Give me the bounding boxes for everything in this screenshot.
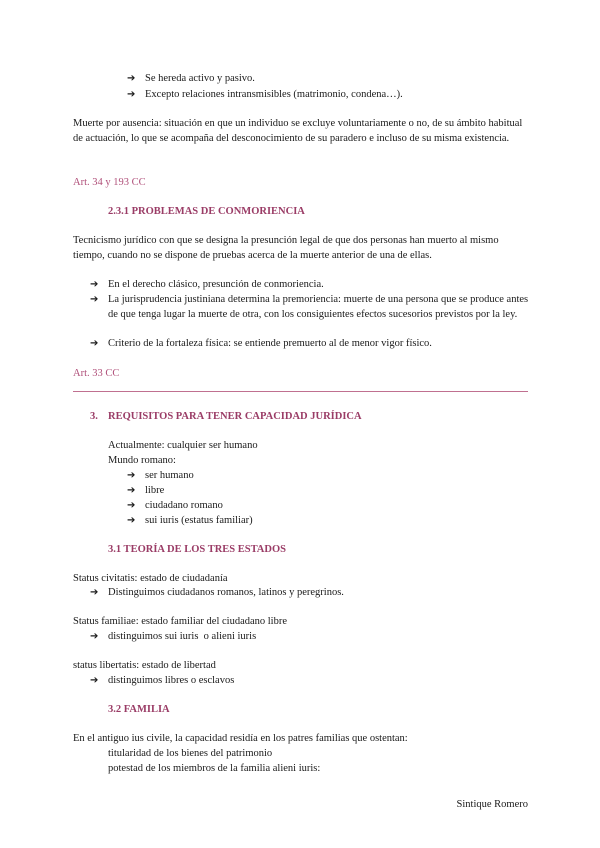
section-heading: 3.2 FAMILIA: [108, 704, 170, 715]
list-item: ➔ Criterio de la fortaleza física: se entiende premuerto al de menor vigor físico.: [90, 338, 432, 349]
arrow-right-icon: ➔: [90, 587, 99, 598]
arrow-right-icon: ➔: [90, 631, 99, 642]
arrow-right-icon: ➔: [90, 338, 99, 349]
list-item: ➔ distinguimos sui iuris o alieni iuris: [90, 631, 257, 642]
list-item: ➔ ser humano: [127, 470, 194, 481]
footer-author: Sintique Romero: [456, 799, 528, 810]
text-line: potestad de los miembros de la familia alieni iuris:: [108, 763, 321, 774]
list-item: ➔ distinguimos libres o esclavos: [90, 675, 235, 686]
divider: [73, 391, 528, 392]
text-line: Status civitatis: estado de ciudadanía: [73, 573, 228, 584]
arrow-right-icon: ➔: [127, 89, 136, 100]
arrow-right-icon: ➔: [127, 73, 136, 84]
article-reference: Art. 33 CC: [73, 368, 120, 379]
section-heading: 2.3.1 PROBLEMAS DE CONMORIENCIA: [108, 206, 305, 217]
section-heading: REQUISITOS PARA TENER CAPACIDAD JURÍDICA: [108, 411, 362, 422]
arrow-right-icon: ➔: [90, 279, 99, 290]
section-heading-number: 3.: [90, 411, 98, 422]
list-item: ➔ Distinguimos ciudadanos romanos, latinos y peregrinos.: [90, 587, 344, 598]
arrow-right-icon: ➔: [90, 294, 99, 305]
list-item: ➔ Se hereda activo y pasivo.: [127, 73, 255, 84]
list-item: ➔ sui iuris (estatus familiar): [127, 515, 253, 526]
list-item: ➔ ciudadano romano: [127, 500, 223, 511]
arrow-right-icon: ➔: [127, 485, 136, 496]
section-heading: 3.1 TEORÍA DE LOS TRES ESTADOS: [108, 544, 286, 555]
paragraph-ausencia: Muerte por ausencia: situación en que un individuo se excluye voluntariamente o no, de su ámbito habitual de actuación, lo que se acompaña del desconocimiento de su paradero e incluso de su misma existencia.: [73, 118, 523, 144]
arrow-right-icon: ➔: [127, 470, 136, 481]
text-line: Mundo romano:: [108, 455, 176, 466]
text-line: titularidad de los bienes del patrimonio: [108, 748, 273, 759]
arrow-right-icon: ➔: [90, 675, 99, 686]
arrow-right-icon: ➔: [127, 515, 136, 526]
article-reference: Art. 34 y 193 CC: [73, 177, 146, 188]
list-item: ➔ La jurisprudencia justiniana determina la premoriencia: muerte de una persona que se produce antes de que tenga lugar la muerte de otra, con los consiguientes efectos sucesorios previstos por la ley.: [90, 294, 529, 320]
text-line: Status familiae: estado familiar del ciudadano libre: [73, 616, 288, 627]
list-item: ➔ Excepto relaciones intransmisibles (matrimonio, condena…).: [127, 89, 403, 100]
paragraph-conmoriencia: Tecnicismo jurídico con que se designa la presunción legal de que dos personas han muerto al mismo tiempo, cuando no se dispone de pruebas acerca de la muerte anterior de una de ellas.: [73, 235, 499, 261]
list-item: ➔ libre: [127, 485, 165, 496]
text-line: status libertatis: estado de libertad: [73, 660, 216, 671]
list-item: ➔ En el derecho clásico, presunción de conmoriencia.: [90, 279, 324, 290]
text-line: En el antiguo ius civile, la capacidad residía en los patres familias que ostentan:: [73, 733, 408, 744]
arrow-right-icon: ➔: [127, 500, 136, 511]
text-line: Actualmente: cualquier ser humano: [108, 440, 258, 451]
